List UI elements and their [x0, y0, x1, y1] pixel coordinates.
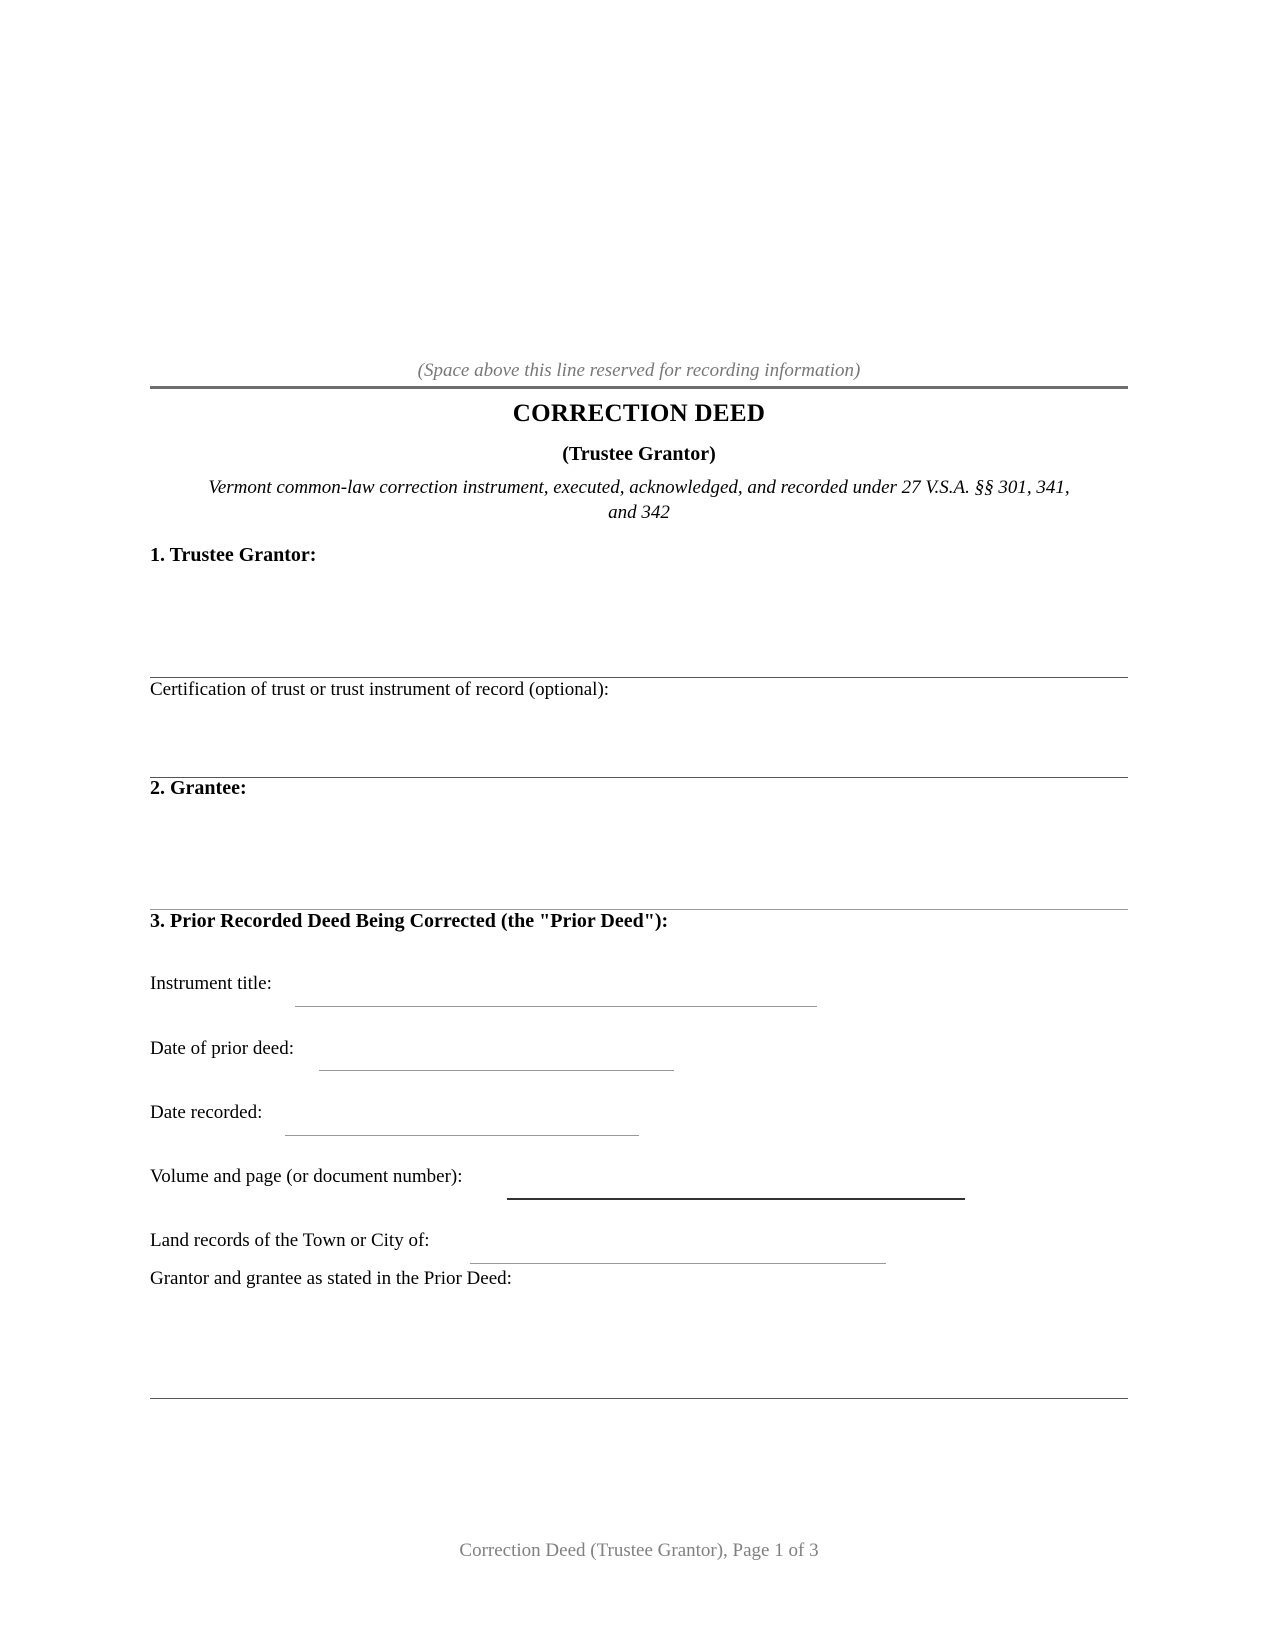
- instrument-title-field[interactable]: [295, 1006, 817, 1007]
- document-subtitle: (Trustee Grantor): [562, 443, 716, 465]
- certification-of-trust-entry-line[interactable]: [150, 777, 1128, 778]
- page-footer: Correction Deed (Trustee Grantor), Page 1 of 3: [459, 1540, 819, 1561]
- land-records-town-label: Land records of the Town or City of:: [150, 1230, 430, 1251]
- volume-and-page-label: Volume and page (or document number):: [150, 1166, 463, 1187]
- statute-reference: [150, 475, 1128, 525]
- document-title: CORRECTION DEED: [512, 400, 766, 427]
- date-of-prior-deed-field[interactable]: [319, 1070, 674, 1071]
- statute-line-1: Vermont common-law correction instrument, executed, acknowledged, and recorded under 27 V.S.A. §§ 301, 341,: [208, 477, 1070, 498]
- grantor-grantee-prior-deed-entry-line[interactable]: [150, 1398, 1128, 1399]
- recording-space-note: (Space above this line reserved for recording information): [417, 360, 861, 381]
- section-heading-prior-deed: 3. Prior Recorded Deed Being Corrected (the "Prior Deed"):: [150, 910, 669, 932]
- grantor-grantee-prior-deed-label: Grantor and grantee as stated in the Prior Deed:: [150, 1268, 512, 1289]
- certification-of-trust-label: Certification of trust or trust instrument of record (optional):: [150, 679, 610, 700]
- land-records-town-field[interactable]: [470, 1263, 886, 1264]
- trustee-grantor-entry-line[interactable]: [150, 677, 1128, 678]
- date-recorded-field[interactable]: [285, 1135, 639, 1136]
- instrument-title-label: Instrument title:: [150, 973, 272, 994]
- section-heading-trustee-grantor: 1. Trustee Grantor:: [150, 544, 317, 566]
- section-heading-grantee: 2. Grantee:: [150, 777, 247, 799]
- volume-and-page-field[interactable]: [507, 1198, 965, 1200]
- recording-divider-line: [150, 386, 1128, 389]
- date-of-prior-deed-label: Date of prior deed:: [150, 1038, 295, 1059]
- date-recorded-label: Date recorded:: [150, 1102, 263, 1123]
- statute-line-2: and 342: [608, 502, 670, 523]
